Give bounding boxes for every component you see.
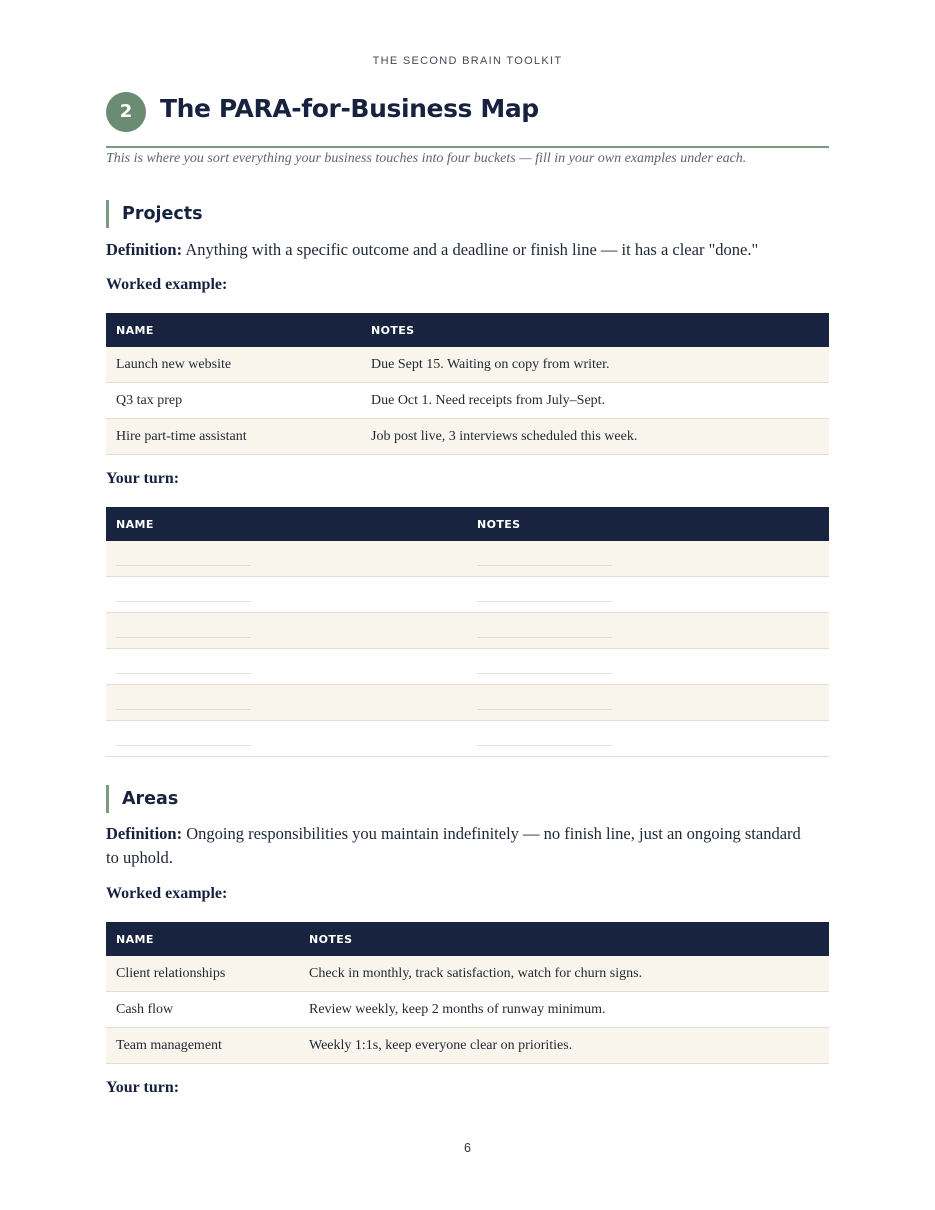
- table-row: [106, 1028, 829, 1064]
- blank-name-field: ____________________: [106, 685, 467, 721]
- table-row: [106, 992, 829, 1028]
- table-row: [106, 347, 829, 383]
- your-turn-label: Your turn:: [106, 1079, 180, 1096]
- blank-name-field: ____________________: [106, 541, 467, 577]
- table-header-row: [106, 922, 829, 956]
- cell-notes: Weekly 1:1s, keep everyone clear on priorities.: [299, 1028, 829, 1064]
- cell-name: Cash flow: [106, 992, 299, 1028]
- blank-name-field: ____________________: [106, 649, 467, 685]
- cell-name: Q3 tax prep: [106, 383, 361, 419]
- cell-name: Team management: [106, 1028, 299, 1064]
- table-header-row: [106, 507, 829, 541]
- cell-name: Launch new website: [106, 347, 361, 383]
- blank-row: [106, 649, 829, 685]
- projects-example-table: [106, 313, 829, 455]
- column-header-name: NAME: [106, 507, 467, 541]
- blank-notes-field: ____________________: [467, 649, 829, 685]
- cell-notes: Due Sept 15. Waiting on copy from writer.: [361, 347, 829, 383]
- blank-row: [106, 577, 829, 613]
- blank-name-field: ____________________: [106, 577, 467, 613]
- definition-text: Anything with a specific outcome and a deadline or finish line — it has a clear "done.": [185, 240, 759, 259]
- projects-definition: [106, 238, 806, 262]
- column-header-name: NAME: [106, 313, 361, 347]
- column-header-name: NAME: [106, 922, 299, 956]
- your-turn-label: Your turn:: [106, 470, 180, 487]
- column-header-notes: NOTES: [361, 313, 829, 347]
- column-header-notes: NOTES: [467, 507, 829, 541]
- worked-example-label: Worked example:: [106, 885, 228, 902]
- blank-notes-field: ____________________: [467, 685, 829, 721]
- cell-notes: Check in monthly, track satisfaction, watch for churn signs.: [299, 956, 829, 992]
- blank-notes-field: ____________________: [467, 577, 829, 613]
- cell-notes: Job post live, 3 interviews scheduled this week.: [361, 419, 829, 455]
- section-heading-projects: Projects: [106, 200, 203, 228]
- areas-definition: [106, 822, 806, 870]
- definition-text: Ongoing responsibilities you maintain indefinitely — no finish line, just an ongoing standard to uphold.: [106, 824, 801, 867]
- blank-name-field: ____________________: [106, 721, 467, 757]
- blank-row: [106, 613, 829, 649]
- table-row: [106, 383, 829, 419]
- definition-label: Definition:: [106, 824, 183, 843]
- cell-name: Client relationships: [106, 956, 299, 992]
- table-header-row: [106, 313, 829, 347]
- table-row: [106, 419, 829, 455]
- blank-row: [106, 721, 829, 757]
- blank-row: [106, 685, 829, 721]
- intro-text: This is where you sort everything your business touches into four buckets — fill in your own examples under each.: [106, 151, 747, 166]
- cell-notes: Review weekly, keep 2 months of runway minimum.: [299, 992, 829, 1028]
- blank-notes-field: ____________________: [467, 721, 829, 757]
- table-row: [106, 956, 829, 992]
- chapter-number-badge: 2: [106, 92, 146, 132]
- cell-notes: Due Oct 1. Need receipts from July–Sept.: [361, 383, 829, 419]
- column-header-notes: NOTES: [299, 922, 829, 956]
- definition-label: Definition:: [106, 240, 183, 259]
- blank-name-field: ____________________: [106, 613, 467, 649]
- blank-row: [106, 541, 829, 577]
- cell-name: Hire part-time assistant: [106, 419, 361, 455]
- blank-notes-field: ____________________: [467, 613, 829, 649]
- projects-blank-table: [106, 507, 829, 757]
- blank-notes-field: ____________________: [467, 541, 829, 577]
- section-heading-areas: Areas: [106, 785, 178, 813]
- areas-example-table: [106, 922, 829, 1064]
- chapter-title: The PARA-for-Business Map: [160, 94, 539, 123]
- page-number: 6: [464, 1141, 471, 1155]
- chapter-heading: [106, 92, 829, 148]
- running-header: THE SECOND BRAIN TOOLKIT: [372, 55, 563, 67]
- worked-example-label: Worked example:: [106, 276, 228, 293]
